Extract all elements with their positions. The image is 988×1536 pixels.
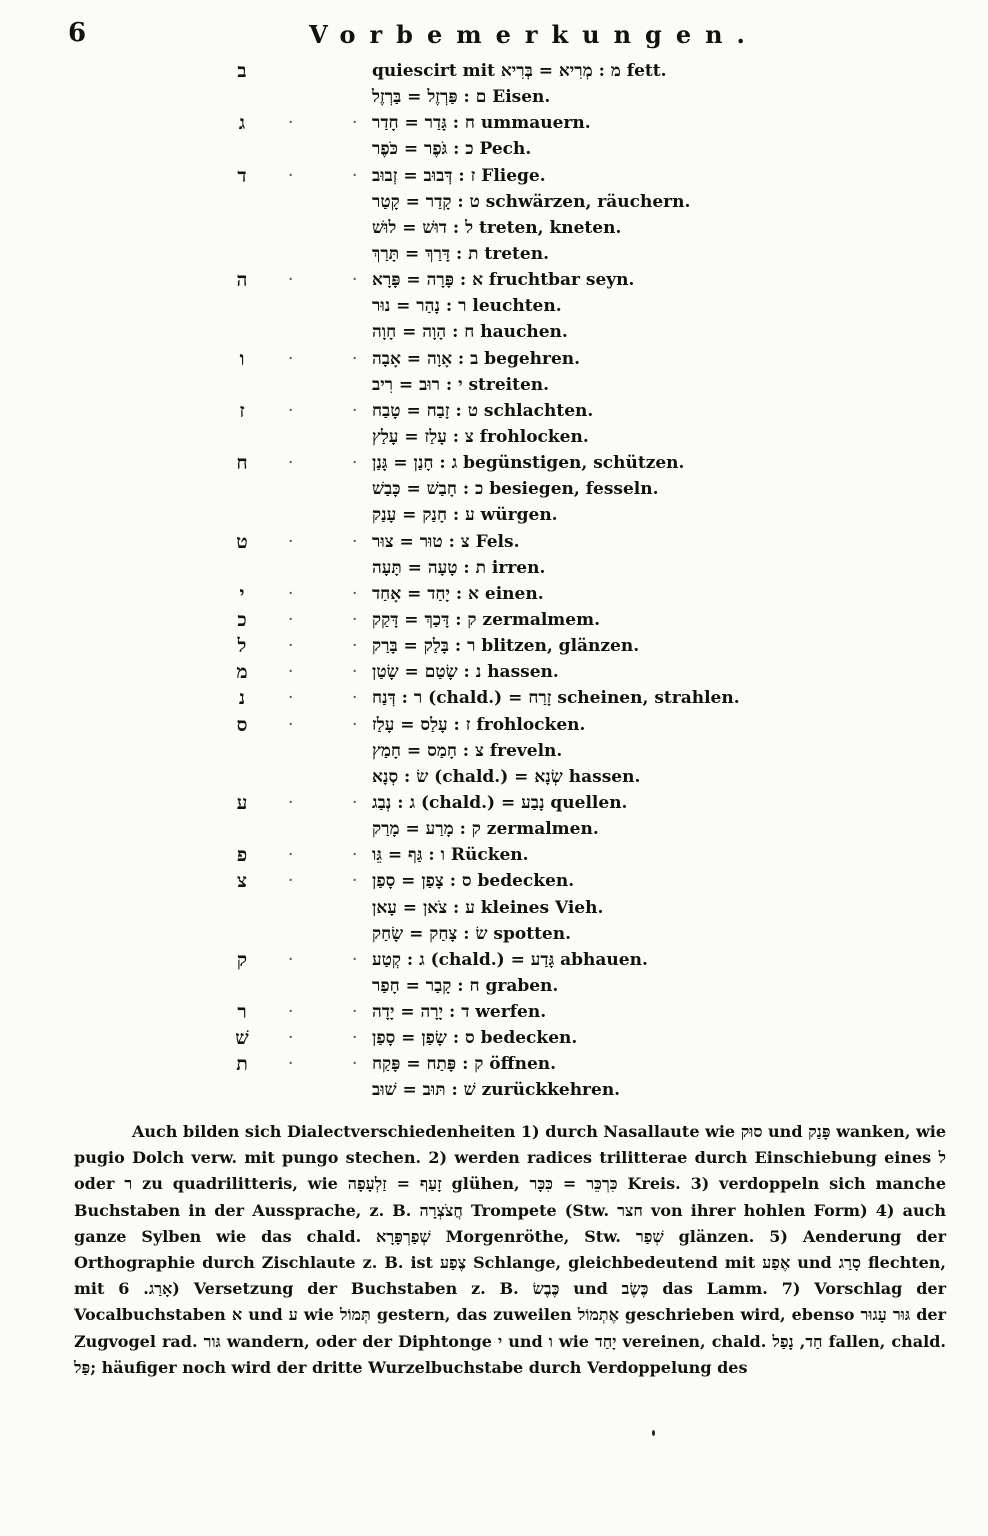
row-text: שׂ : צָחַק = שָׂחַק spotten.	[372, 923, 572, 944]
list-item	[0, 712, 988, 738]
row-letter: ק	[236, 948, 248, 971]
row-dot: ·	[288, 348, 294, 369]
row-dot: ·	[288, 531, 294, 552]
row-dot: ·	[288, 714, 294, 735]
row-dot: ·	[352, 165, 358, 186]
row-text: ז : דְּבוּב = זְבוּב Fliege.	[372, 165, 546, 186]
row-letter: ה	[236, 269, 248, 292]
row-text: ר : נָהַר = נוּר leuchten.	[372, 296, 562, 317]
row-text: ת : דָּרַךְ = תָּרַךְ treten.	[372, 243, 550, 264]
paragraph-text: Auch bilden sich Dialectverschiedenheiten 1) durch Nasallaute wie סוּק und פָּנַק wanken, wie pugio Dolch verw. mit pungo stechen. 2) werden radices trilitterae durch Einschiebung eines ל oder ר zu quadrilitteris, wie זָעַף = זַלְעָפָה glühen, כִּרְכֵּר = כִּכָּר Kreis. 3) verdoppeln sich manche Buchstaben in der Aussprache, z. B. חֲצֹצְרָה Trompete (Stw. חצר von ihrer hohlen Form) 4) auch ganze Sylben wie das chald. שְׁפַרְפָּרָא Morgenröthe, Stw. שְׁפַר glänzen. 5) Aenderung der Orthographie durch Zischlaute z. B. ist צֶפַע Schlange, gleichbedeutend mit אֶפַע und סָרַג flechten, mit אָרַג. 6) Versetzung der Buchstaben z. B. כֶּבֶשׂ und כֶּשֶׂב das Lamm. 7) Vorschlag der Vocalbuchstaben א und ע wie תְּמוֹל gestern, das zuweilen אֶתְמוֹל geschrieben wird, ebenso גּוּר עָגוּר der Zugvogel rad. גּור wandern, oder der Diphtonge י und ו wie יָחַד vereinen, chald. חַד, נָפַל fallen, chald. פַּל; häufiger noch wird der dritte Wurzelbuchstabe durch Verdoppelung des	[74, 1122, 947, 1377]
row-letter: מ	[236, 661, 248, 684]
list-item	[0, 973, 988, 999]
row-text: ם : פַּרְזֶל = בַּרְזֶל Eisen.	[372, 87, 551, 108]
page-header	[64, 18, 944, 52]
row-dot: ·	[352, 845, 358, 866]
row-text: ו : גַּף = גֵּו Rücken.	[372, 845, 529, 866]
row-letter: ד	[237, 164, 247, 187]
row-dot: ·	[352, 531, 358, 552]
row-letter: ת	[236, 1053, 248, 1076]
list-item	[0, 738, 988, 764]
row-dot: ·	[288, 400, 294, 421]
list-item	[0, 685, 988, 711]
row-dot: ·	[288, 270, 294, 291]
row-text: נ : שָׂטַם = שָׂטַן hassen.	[372, 662, 559, 683]
row-dot: ·	[288, 165, 294, 186]
list-item	[0, 398, 988, 424]
row-text: ט : זָבַח = טָבַח schlachten.	[372, 400, 594, 421]
row-letter: ז	[239, 399, 245, 422]
list-item	[0, 555, 988, 581]
row-dot: ·	[352, 792, 358, 813]
row-text: ק : פָּתַח = פָּקַח öffnen.	[372, 1054, 557, 1075]
row-text: ד : יָרָה = יָדָה werfen.	[372, 1002, 547, 1023]
running-title: Vorbemerkungen.	[309, 20, 759, 49]
row-dot: ·	[288, 845, 294, 866]
list-item	[0, 947, 988, 973]
row-text: ג : נְבַג (chald.) = נָבַע quellen.	[372, 792, 628, 813]
list-item	[0, 1077, 988, 1103]
row-dot: ·	[352, 348, 358, 369]
row-dot: ·	[288, 453, 294, 474]
row-text: ר : בָּלַק = בָּרַק blitzen, glänzen.	[372, 636, 640, 657]
row-text: ז : עָלַס = עָלַז frohlocken.	[372, 714, 586, 735]
row-text: ג : קְטַע (chald.) = גָּדַע abhauen.	[372, 949, 648, 970]
row-letter: נ	[238, 687, 246, 710]
list-item	[0, 607, 988, 633]
row-text: quiescirt mit מ : מְרִיא = בְּרִיא fett.	[372, 61, 667, 81]
letter-correspondence-list	[0, 58, 988, 1104]
list-item	[0, 241, 988, 267]
list-item	[0, 868, 988, 894]
row-dot: ·	[352, 453, 358, 474]
list-item	[0, 319, 988, 345]
row-text: שׂ : סְנָא (chald.) = שְׂנָא hassen.	[372, 766, 641, 787]
row-text: ב : אָוָה = אָבָה begehren.	[372, 348, 581, 369]
row-text: א : פָּרָה = פָּרָא fruchtbar seyn.	[372, 270, 635, 291]
row-dot: ·	[352, 1002, 358, 1023]
row-dot: ·	[352, 609, 358, 630]
list-item	[0, 346, 988, 372]
row-text: ת : טָעָה = תָּעָה irren.	[372, 557, 546, 578]
list-item	[0, 790, 988, 816]
row-dot: ·	[352, 1054, 358, 1075]
row-text: א : יָחַד = אָחַד einen.	[372, 583, 544, 604]
row-text: ס : צָפַן = סָפַן bedecken.	[372, 871, 575, 892]
row-text: ע : חָנַק = עָנַק würgen.	[372, 505, 558, 526]
row-dot: ·	[288, 113, 294, 134]
row-dot: ·	[352, 1028, 358, 1049]
print-speck	[652, 1430, 655, 1436]
row-letter: ל	[237, 635, 247, 658]
list-item	[0, 921, 988, 947]
list-item	[0, 189, 988, 215]
list-item	[0, 659, 988, 685]
row-dot: ·	[352, 636, 358, 657]
row-text: כ : גֹּפֶר = כֹּפֶר Pech.	[372, 139, 532, 160]
row-text: צ : טוּר = צוּר Fels.	[372, 531, 520, 552]
row-text: כ : חָבַשׁ = כָּבַשׁ besiegen, fesseln.	[372, 479, 659, 500]
row-text: ח : גָּדַר = חָדַר ummauern.	[372, 113, 591, 134]
list-item	[0, 633, 988, 659]
row-dot: ·	[288, 609, 294, 630]
row-letter: צ	[237, 870, 247, 893]
row-letter: ס	[236, 713, 248, 736]
row-dot: ·	[288, 1054, 294, 1075]
row-text: ס : שָׂפַן = סָפַן bedecken.	[372, 1028, 578, 1049]
row-dot: ·	[352, 113, 358, 134]
row-dot: ·	[288, 636, 294, 657]
row-letter: ח	[236, 452, 248, 475]
list-item	[0, 502, 988, 528]
row-letter: פ	[236, 844, 248, 867]
list-item	[0, 1051, 988, 1077]
row-letter: כ	[237, 608, 247, 631]
list-item	[0, 476, 988, 502]
list-item	[0, 764, 988, 790]
page-number: 6	[68, 18, 87, 48]
list-item	[0, 293, 988, 319]
list-item	[0, 215, 988, 241]
row-letter: ג	[238, 112, 246, 135]
row-text: ר : דְּנַח (chald.) = זָרַח scheinen, strahlen.	[372, 688, 740, 709]
row-text: שׁ : תּוּב = שׁוּב zurückkehren.	[372, 1080, 621, 1101]
row-letter: ר	[237, 1001, 247, 1024]
prose-paragraph	[74, 1119, 946, 1381]
row-text: ל : דוּשׁ = לוּשׁ treten, kneten.	[372, 217, 622, 238]
list-item	[0, 999, 988, 1025]
row-dot: ·	[288, 688, 294, 709]
row-dot: ·	[352, 714, 358, 735]
row-dot: ·	[352, 270, 358, 291]
list-item	[0, 529, 988, 555]
list-item	[0, 110, 988, 136]
row-text: ח : קָבַר = חָפַר graben.	[372, 975, 559, 996]
list-item	[0, 895, 988, 921]
row-dot: ·	[288, 1028, 294, 1049]
row-dot: ·	[352, 949, 358, 970]
row-text: ע : צֹאן = עָאן kleines Vieh.	[372, 897, 604, 918]
row-dot: ·	[352, 400, 358, 421]
row-letter: ט	[236, 530, 248, 553]
row-dot: ·	[352, 583, 358, 604]
row-dot: ·	[288, 871, 294, 892]
row-text: ק : דָּכַךְ = דָּקַק zermalmem.	[372, 609, 601, 630]
list-item	[0, 581, 988, 607]
row-dot: ·	[288, 1002, 294, 1023]
list-item	[0, 58, 988, 84]
row-dot: ·	[288, 792, 294, 813]
list-item	[0, 1025, 988, 1051]
row-dot: ·	[288, 583, 294, 604]
row-text: ט : קָדַר = קָטַר schwärzen, räuchern.	[372, 191, 691, 212]
list-item	[0, 372, 988, 398]
row-text: צ : חָמַס = חָמַץ freveln.	[372, 740, 563, 761]
row-text: י : רוּב = רִיב streiten.	[372, 374, 550, 395]
row-dot: ·	[288, 662, 294, 683]
row-text: צ : עָלַז = עָלַץ frohlocken.	[372, 426, 589, 447]
row-dot: ·	[352, 871, 358, 892]
list-item	[0, 136, 988, 162]
row-letter: שׁ	[235, 1027, 249, 1050]
row-letter: ב	[237, 60, 247, 82]
list-item	[0, 84, 988, 110]
list-item	[0, 450, 988, 476]
row-text: ח : הָוָה = חָוָה hauchen.	[372, 322, 568, 343]
row-dot: ·	[288, 949, 294, 970]
list-item	[0, 424, 988, 450]
row-dot: ·	[352, 662, 358, 683]
list-item	[0, 267, 988, 293]
list-item	[0, 842, 988, 868]
row-text: ק : מָרַע = מָרַק zermalmen.	[372, 819, 599, 840]
row-letter: י	[239, 582, 245, 605]
row-text: ג : חָנַן = גָּנַן begünstigen, schützen.	[372, 453, 685, 474]
row-dot: ·	[352, 688, 358, 709]
row-letter: ו	[239, 347, 245, 370]
list-item	[0, 816, 988, 842]
list-item	[0, 163, 988, 189]
row-letter: ע	[236, 791, 248, 814]
